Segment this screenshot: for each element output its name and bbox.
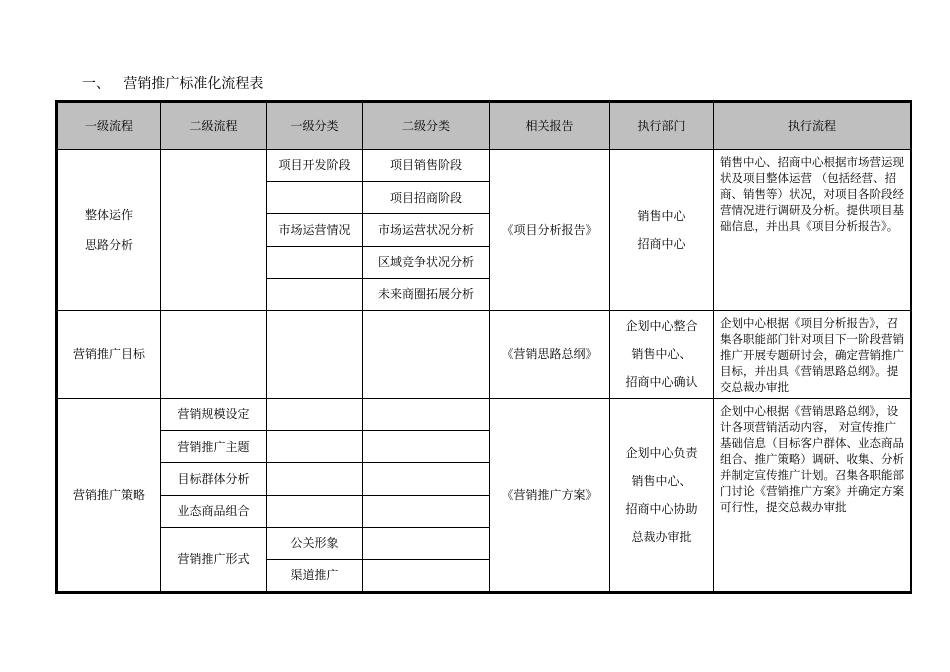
level1-cell: 营销推广策略 [58, 399, 161, 592]
dept-text: 招商中心协助 [625, 502, 698, 517]
dept-cell [610, 310, 714, 398]
cat1-cell [267, 399, 363, 431]
col-header-cat1: 一级分类 [267, 103, 363, 150]
cat2-cell [363, 559, 490, 591]
level2-cell: 营销推广形式 [161, 527, 267, 591]
cat1-cell [267, 463, 363, 495]
dept-text: 招商中心 [637, 237, 686, 251]
level2-cell [161, 310, 267, 398]
cat1-cell [267, 246, 363, 278]
cat2-cell: 未来商圈拓展分析 [363, 278, 490, 310]
cat1-cell: 项目开发阶段 [267, 150, 363, 182]
table-row [58, 310, 911, 398]
flow-cell: 销售中心、招商中心根据市场营运现状及项目整体运营 （包括经营、招商、销售等）状况，对项目各阶段经营情况进行调研及分析。提供项目基础信息，并出具《项目分析报告》。 [714, 150, 911, 311]
cat2-cell [363, 310, 490, 398]
dept-text: 销售中心 [637, 209, 686, 223]
cat2-cell: 项目招商阶段 [363, 182, 490, 214]
col-header-dept: 执行部门 [610, 103, 714, 150]
dept-text: 企划中心负责 [625, 446, 698, 461]
cat2-cell [363, 431, 490, 463]
cat1-cell [267, 310, 363, 398]
col-header-report: 相关报告 [490, 103, 610, 150]
table-row [58, 399, 911, 431]
dept-text: 销售中心、 [631, 347, 692, 362]
dept-text: 总裁办审批 [631, 530, 692, 545]
cat1-cell: 渠道推广 [267, 559, 363, 591]
cat2-cell [363, 463, 490, 495]
cat2-cell [363, 495, 490, 527]
flow-cell: 企划中心根据《营销思路总纲》，设计各项营销活动内容， 对宣传推广基础信息（目标客户群体、业态商品组合、推广策略）调研、收集、分析并制定宣传推广计划。召集各职能部门讨论《营销推广方案》并确定方案可行性，提交总裁办审批 [714, 399, 911, 592]
cat2-cell: 区域竞争状况分析 [363, 246, 490, 278]
dept-cell [610, 399, 714, 592]
cat1-cell [267, 431, 363, 463]
col-header-level1: 一级流程 [58, 103, 161, 150]
level1-cell: 营销推广目标 [58, 310, 161, 398]
flow-cell: 企划中心根据《项目分析报告》，召集各职能部门针对项目下一阶段营销推广开展专题研讨会，确定营销推广目标，并出具《营销思路总纲》。提交总裁办审批 [714, 310, 911, 398]
cat1-cell [267, 182, 363, 214]
table-row [58, 150, 911, 182]
dept-text: 招商中心确认 [625, 375, 698, 390]
col-header-level2: 二级流程 [161, 103, 267, 150]
level2-cell: 业态商品组合 [161, 495, 267, 527]
cat2-cell [363, 527, 490, 559]
level2-cell: 目标群体分析 [161, 463, 267, 495]
level2-cell [161, 150, 267, 311]
cat2-cell: 项目销售阶段 [363, 150, 490, 182]
level2-cell: 营销推广主题 [161, 431, 267, 463]
cat1-cell: 市场运营情况 [267, 214, 363, 246]
cat1-cell: 公关形象 [267, 527, 363, 559]
dept-text: 销售中心、 [631, 474, 692, 489]
level1-text: 整体运作 [84, 208, 133, 222]
level1-cell [58, 150, 161, 311]
level1-text: 思路分析 [84, 238, 133, 252]
page-heading: 一、 营销推广标准化流程表 [82, 76, 264, 92]
col-header-cat2: 二级分类 [363, 103, 490, 150]
process-table [55, 100, 912, 594]
report-cell: 《营销推广方案》 [490, 399, 610, 592]
cat2-cell [363, 399, 490, 431]
dept-cell [610, 150, 714, 311]
report-cell: 《项目分析报告》 [490, 150, 610, 311]
cat1-cell [267, 278, 363, 310]
dept-text: 企划中心整合 [625, 319, 698, 334]
col-header-flow: 执行流程 [714, 103, 911, 150]
cat2-cell: 市场运营状况分析 [363, 214, 490, 246]
report-cell: 《营销思路总纲》 [490, 310, 610, 398]
header-row [58, 103, 911, 150]
level2-cell: 营销规模设定 [161, 399, 267, 431]
cat1-cell [267, 495, 363, 527]
